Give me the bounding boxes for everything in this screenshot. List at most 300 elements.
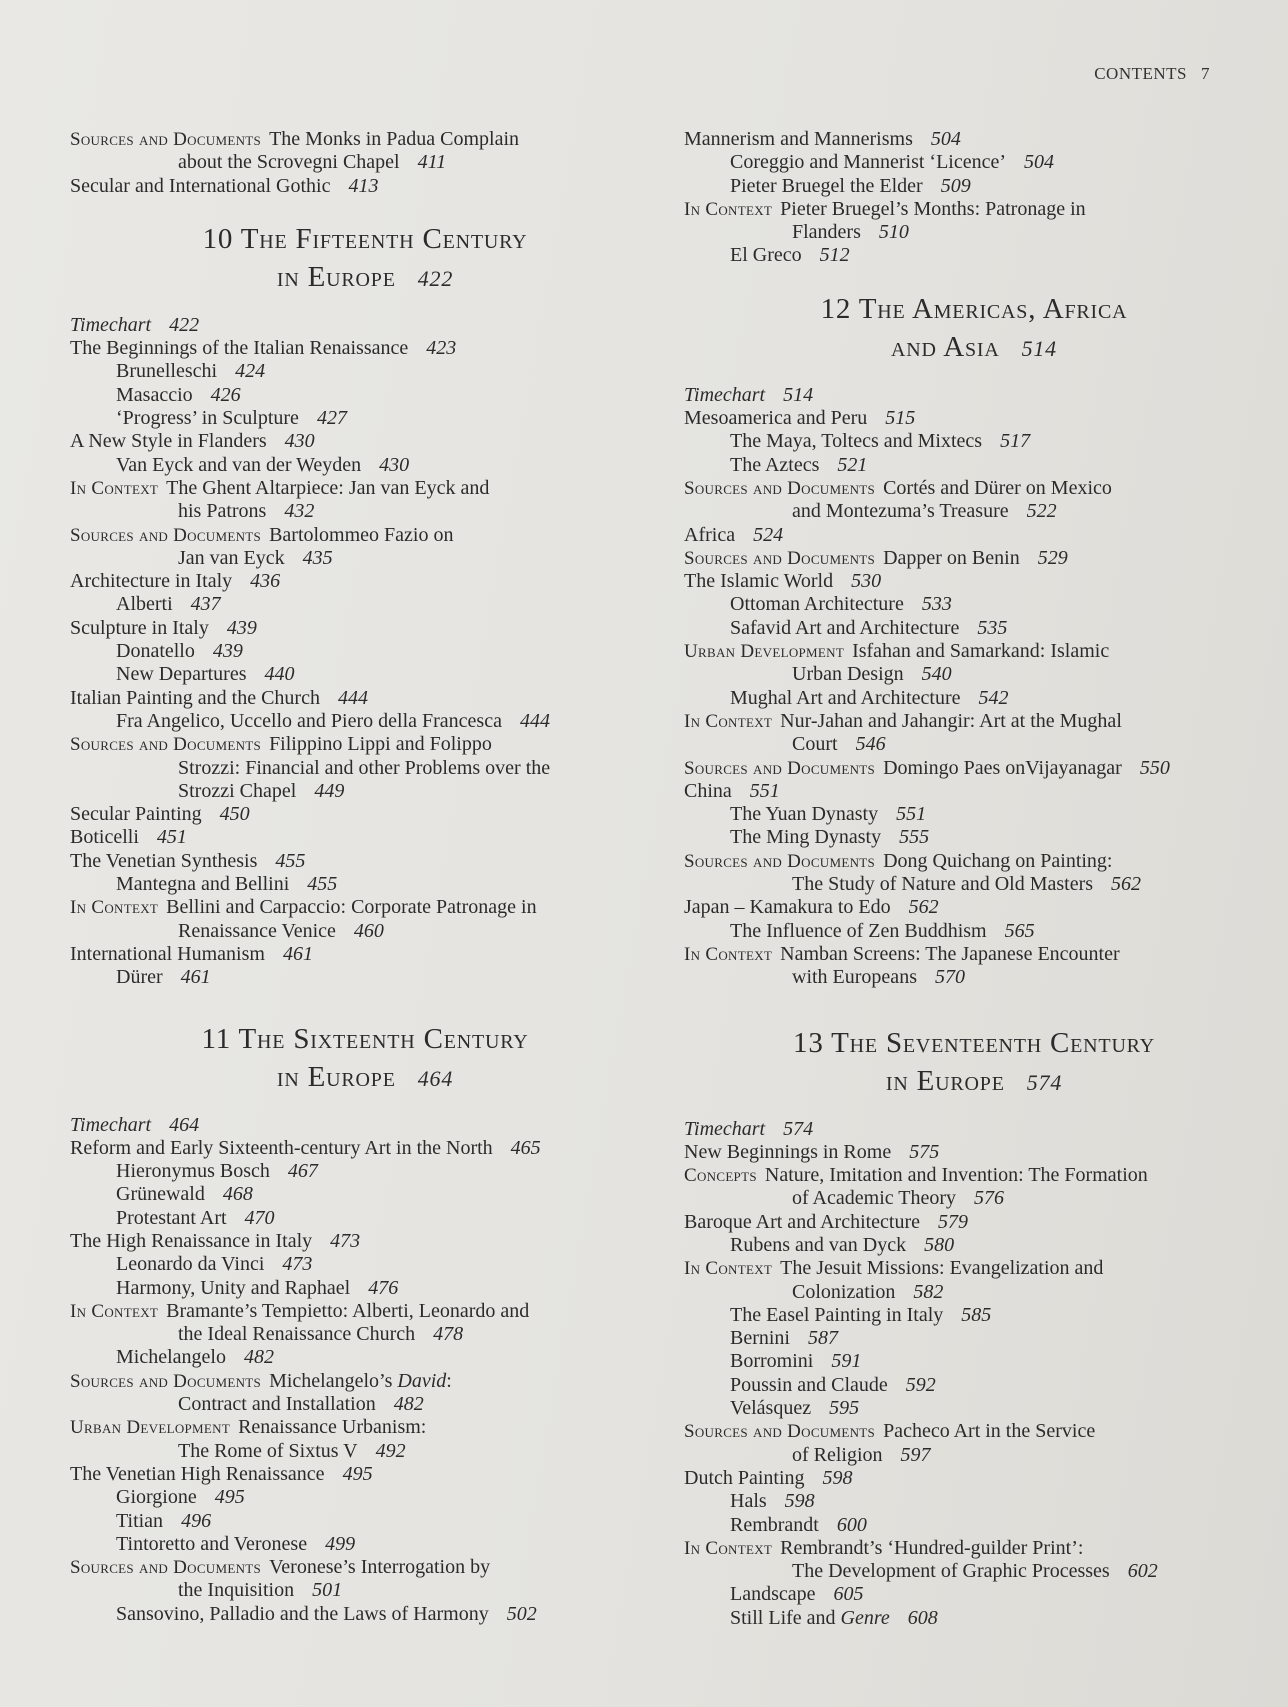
entry-title: Timechart <box>684 1117 766 1140</box>
toc-entry <box>70 128 660 175</box>
entry-category: Urban Development <box>684 641 845 663</box>
entry-title: Mesoamerica and Peru <box>684 407 868 430</box>
entry-title: Domingo Paes onVijayanagar <box>883 756 1122 779</box>
entry-title: Donatello <box>116 640 195 663</box>
entry-title-cont: The Study of Nature and Old Masters <box>792 873 1094 896</box>
entry-page: 542 <box>978 686 1009 709</box>
entry-page: 504 <box>930 128 961 150</box>
running-header <box>1094 64 1210 84</box>
entry-title: Michelangelo <box>116 1346 226 1369</box>
entry-page: 600 <box>836 1513 867 1536</box>
toc-entry <box>70 966 660 989</box>
entry-title: Bernini <box>730 1327 790 1350</box>
entry-title: Baroque Art and Architecture <box>684 1210 921 1233</box>
entry-title: Secular and International Gothic <box>70 174 331 197</box>
toc-entry <box>70 896 660 943</box>
entry-title: Dong Quichang on Painting: <box>883 849 1113 872</box>
entry-page: 478 <box>433 1323 464 1346</box>
entry-page: 439 <box>226 616 257 639</box>
toc-entry <box>684 617 1264 640</box>
entry-page: 575 <box>909 1140 940 1163</box>
entry-title: New Beginnings in Rome <box>684 1140 892 1163</box>
toc-entry <box>684 896 1264 919</box>
entry-page: 595 <box>829 1397 860 1420</box>
toc-entry <box>70 384 660 407</box>
entry-page: 551 <box>896 803 927 826</box>
entry-page: 530 <box>851 570 882 593</box>
toc-entry <box>684 1607 1264 1630</box>
toc-entry <box>70 663 660 686</box>
chapter-12-heading <box>684 290 1264 368</box>
toc-entry <box>70 943 660 966</box>
entry-page: 514 <box>783 383 814 406</box>
entry-category: In Context <box>684 198 773 220</box>
toc-entry <box>684 1118 1264 1141</box>
entry-title: Velásquez <box>730 1397 812 1420</box>
entry-title: Japan – Kamakura to Edo <box>684 896 891 919</box>
entry-title-cont: Contract and Installation <box>178 1393 376 1416</box>
toc-entry <box>684 1374 1264 1397</box>
toc-entry <box>70 360 660 383</box>
entry-title: Landscape <box>730 1583 816 1606</box>
entry-title-cont: The Development of Graphic Processes <box>792 1560 1110 1583</box>
entry-title: Dapper on Benin <box>883 546 1020 569</box>
toc-entry <box>684 477 1264 524</box>
entry-title: Dutch Painting <box>684 1466 805 1489</box>
toc-entry <box>70 1346 660 1369</box>
toc-entry <box>684 1350 1264 1373</box>
toc-entry <box>70 570 660 593</box>
entry-page: 535 <box>977 616 1008 639</box>
toc-entry <box>70 850 660 873</box>
chapter-13-heading <box>684 1024 1264 1102</box>
entry-title-cont: Urban Design <box>792 663 904 686</box>
entry-title: Renaissance Urbanism: <box>238 1416 427 1439</box>
entry-title: Rembrandt’s ‘Hundred-guilder Print’: <box>780 1536 1084 1559</box>
entry-title: Rembrandt <box>730 1513 819 1536</box>
entry-page: 529 <box>1037 546 1068 569</box>
entry-title: Michelangelo’s <box>269 1369 393 1392</box>
entry-page: 482 <box>393 1393 424 1416</box>
entry-category: In Context <box>684 710 773 732</box>
entry-title: Sansovino, Palladio and the Laws of Harmony <box>116 1602 489 1625</box>
toc-entry <box>684 175 1264 198</box>
entry-title: Rubens and van Dyck <box>730 1233 907 1256</box>
entry-title: Isfahan and Samarkand: Islamic <box>852 640 1110 663</box>
entry-title: The Jesuit Missions: Evangelization and <box>780 1257 1104 1280</box>
entry-page: 570 <box>934 966 965 989</box>
toc-entry <box>684 1164 1264 1211</box>
entry-page: 430 <box>284 430 315 453</box>
entry-category: Sources and Documents <box>684 757 876 779</box>
toc-entry <box>70 640 660 663</box>
entry-title: Pacheco Art in the Service <box>883 1420 1096 1443</box>
entry-title: Van Eyck and van der Weyden <box>116 453 362 476</box>
entry-category: Sources and Documents <box>70 734 262 756</box>
toc-entry <box>684 384 1264 407</box>
entry-title: Architecture in Italy <box>70 570 233 593</box>
toc-entry <box>70 454 660 477</box>
entry-page: 576 <box>974 1187 1005 1210</box>
entry-category: In Context <box>684 1258 773 1280</box>
entry-page: 522 <box>1026 500 1057 523</box>
entry-page: 470 <box>244 1206 275 1229</box>
entry-title: Timechart <box>70 313 152 336</box>
entry-title: Nature, Imitation and Invention: The Formation <box>764 1164 1148 1187</box>
entry-title: Hals <box>730 1490 767 1513</box>
entry-page: 427 <box>316 407 347 430</box>
left-top-entries <box>70 128 660 198</box>
page-number: 7 <box>1201 64 1210 83</box>
contents-column-right <box>684 128 1264 1630</box>
entry-title: The High Renaissance in Italy <box>70 1229 313 1252</box>
chapter-title-line1: 12 The Americas, Africa <box>820 292 1128 325</box>
entry-title: International Humanism <box>70 942 265 965</box>
entry-page: 440 <box>264 663 295 686</box>
toc-entry <box>70 733 660 803</box>
toc-entry <box>684 1141 1264 1164</box>
chapter-10-entries <box>70 314 660 990</box>
entry-page: 455 <box>275 849 306 872</box>
toc-entry <box>684 850 1264 897</box>
chapter-title-line2: in Europe <box>276 1060 396 1093</box>
entry-page: 473 <box>282 1253 313 1276</box>
entry-title-cont: his Patrons <box>178 500 267 523</box>
toc-entry <box>684 547 1264 570</box>
entry-category: Sources and Documents <box>684 547 876 569</box>
entry-title: Poussin and Claude <box>730 1373 888 1396</box>
toc-entry <box>684 687 1264 710</box>
entry-title-cont: The Rome of Sixtus V <box>178 1439 358 1462</box>
entry-title: Borromini <box>730 1350 814 1373</box>
entry-title: The Beginnings of the Italian Renaissance <box>70 337 409 360</box>
entry-page: 439 <box>212 640 243 663</box>
entry-title-cont: about the Scrovegni Chapel <box>178 151 400 174</box>
entry-title: Brunelleschi <box>116 360 218 383</box>
entry-title: Reform and Early Sixteenth-century Art in the North <box>70 1136 493 1159</box>
toc-entry <box>684 710 1264 757</box>
toc-entry <box>70 337 660 360</box>
toc-entry <box>684 826 1264 849</box>
entry-page: 515 <box>885 407 916 430</box>
entry-page: 465 <box>510 1136 541 1159</box>
toc-entry <box>684 1257 1264 1304</box>
entry-title: Grünewald <box>116 1183 205 1206</box>
entry-page: 461 <box>282 942 313 965</box>
toc-entry <box>684 1420 1264 1467</box>
entry-title: Filippino Lippi and Folippo <box>269 733 492 756</box>
entry-title: Bramante’s Tempietto: Alberti, Leonardo and <box>166 1299 530 1322</box>
entry-title: The Ming Dynasty <box>730 826 882 849</box>
toc-entry <box>684 430 1264 453</box>
entry-page: 550 <box>1139 756 1170 779</box>
running-header-title: CONTENTS <box>1094 64 1187 83</box>
entry-page: 476 <box>368 1276 399 1299</box>
entry-page: 509 <box>940 174 971 197</box>
entry-page: 468 <box>222 1183 253 1206</box>
toc-entry <box>70 1183 660 1206</box>
entry-title: Mughal Art and Architecture <box>730 686 961 709</box>
entry-page: 512 <box>819 244 850 267</box>
toc-entry <box>70 1300 660 1347</box>
toc-entry <box>684 757 1264 780</box>
entry-page: 580 <box>924 1233 955 1256</box>
entry-title-cont: Flanders <box>792 221 861 244</box>
entry-page: 562 <box>908 896 939 919</box>
entry-page: 540 <box>921 663 952 686</box>
entry-page: 602 <box>1127 1560 1158 1583</box>
entry-title-cont: Strozzi Chapel <box>178 779 297 802</box>
entry-page: 450 <box>219 803 250 826</box>
entry-page: 422 <box>169 313 200 336</box>
entry-category: Sources and Documents <box>70 524 262 546</box>
entry-page: 424 <box>235 360 266 383</box>
entry-title: Mantegna and Bellini <box>116 873 290 896</box>
entry-page: 551 <box>749 779 780 802</box>
toc-entry <box>70 1533 660 1556</box>
entry-title: A New Style in Flanders <box>70 430 267 453</box>
entry-title: Africa <box>684 523 736 546</box>
toc-entry <box>70 1510 660 1533</box>
chapter-page: 464 <box>417 1065 454 1091</box>
entry-category: In Context <box>70 477 159 499</box>
toc-entry <box>70 1603 660 1626</box>
entry-category: In Context <box>70 1300 159 1322</box>
entry-title: Italian Painting and the Church <box>70 686 320 709</box>
entry-title-cont: with Europeans <box>792 966 917 989</box>
entry-category: Concepts <box>684 1165 757 1187</box>
entry-title: Secular Painting <box>70 803 202 826</box>
entry-page: 524 <box>753 523 784 546</box>
entry-page: 533 <box>921 593 952 616</box>
entry-page: 579 <box>938 1210 969 1233</box>
toc-entry <box>70 175 660 198</box>
toc-entry <box>684 1327 1264 1350</box>
toc-entry <box>70 1160 660 1183</box>
entry-page: 562 <box>1111 873 1142 896</box>
entry-title: Tintoretto and Veronese <box>116 1532 308 1555</box>
contents-column-left <box>70 128 660 1626</box>
toc-entry <box>70 314 660 337</box>
entry-title: Protestant Art <box>116 1206 227 1229</box>
entry-page: 444 <box>337 686 368 709</box>
entry-category: In Context <box>70 897 159 919</box>
entry-title: The Yuan Dynasty <box>730 803 879 826</box>
toc-entry <box>70 407 660 430</box>
entry-page: 608 <box>907 1606 938 1629</box>
entry-page: 495 <box>342 1462 373 1485</box>
entry-title: The Islamic World <box>684 570 834 593</box>
entry-page: 582 <box>913 1280 944 1303</box>
entry-title: The Monks in Padua Complain <box>269 128 520 150</box>
entry-title: Pieter Bruegel’s Months: Patronage in <box>780 197 1086 220</box>
toc-entry <box>70 430 660 453</box>
toc-entry <box>70 1416 660 1463</box>
entry-page: 411 <box>417 151 447 174</box>
entry-title: El Greco <box>730 244 802 267</box>
toc-entry <box>684 1490 1264 1513</box>
entry-page: 587 <box>808 1327 838 1350</box>
entry-title: Fra Angelico, Uccello and Piero della Francesca <box>116 709 502 732</box>
entry-page: 591 <box>831 1350 862 1373</box>
toc-entry <box>684 1467 1264 1490</box>
entry-page: 451 <box>156 826 187 849</box>
entry-title-cont: and Montezuma’s Treasure <box>792 500 1009 523</box>
entry-page: 423 <box>426 337 457 360</box>
chapter-page: 574 <box>1026 1069 1063 1095</box>
entry-title: Timechart <box>70 1113 152 1136</box>
entry-page: 585 <box>961 1303 992 1326</box>
entry-title: Sculpture in Italy <box>70 616 209 639</box>
chapter-title-line2: in Europe <box>885 1064 1005 1097</box>
entry-title: Hieronymus Bosch <box>116 1160 270 1183</box>
toc-entry <box>684 780 1264 803</box>
entry-category: Urban Development <box>70 1417 231 1439</box>
toc-entry <box>70 1277 660 1300</box>
entry-title: The Venetian High Renaissance <box>70 1462 325 1485</box>
chapter-12-entries <box>684 384 1264 990</box>
entry-title-cont: of Religion <box>792 1443 883 1466</box>
entry-category: Sources and Documents <box>684 1421 876 1443</box>
right-top-entries <box>684 128 1264 268</box>
chapter-page: 422 <box>417 265 454 291</box>
entry-title: Leonardo da Vinci <box>116 1253 265 1276</box>
entry-page: 473 <box>330 1229 361 1252</box>
chapter-10-heading <box>70 220 660 298</box>
entry-page: 492 <box>375 1439 406 1462</box>
entry-page: 436 <box>250 570 281 593</box>
toc-entry <box>684 198 1264 245</box>
toc-entry <box>684 1397 1264 1420</box>
entry-page: 546 <box>855 733 886 756</box>
entry-title: Boticelli <box>70 826 139 849</box>
entry-title: Harmony, Unity and Raphael <box>116 1276 351 1299</box>
entry-title-italic: Genre <box>840 1606 890 1629</box>
entry-title: ‘Progress’ in Sculpture <box>116 407 299 430</box>
toc-entry <box>70 1463 660 1486</box>
toc-entry <box>70 873 660 896</box>
entry-title-cont: Court <box>792 733 838 756</box>
entry-title: Veronese’s Interrogation by <box>269 1556 491 1579</box>
chapter-title-line1: 11 The Sixteenth Century <box>201 1022 529 1055</box>
toc-entry <box>684 803 1264 826</box>
chapter-11-heading <box>70 1020 660 1098</box>
entry-title-suffix: : <box>446 1369 452 1392</box>
entry-title: Timechart <box>684 383 766 406</box>
entry-page: 460 <box>353 919 384 942</box>
entry-title: Alberti <box>116 593 173 616</box>
toc-entry <box>70 1486 660 1509</box>
entry-title: Still Life and <box>730 1606 836 1629</box>
entry-title: The Maya, Toltecs and Mixtecs <box>730 430 983 453</box>
entry-title: The Influence of Zen Buddhism <box>730 919 987 942</box>
toc-entry <box>684 454 1264 477</box>
entry-title: The Ghent Altarpiece: Jan van Eyck and <box>166 476 490 499</box>
entry-title-cont: Renaissance Venice <box>178 919 336 942</box>
entry-title-cont: Strozzi: Financial and other Problems over the <box>178 756 551 779</box>
entry-page: 495 <box>214 1486 245 1509</box>
entry-title: Dürer <box>116 966 163 989</box>
toc-entry <box>70 710 660 733</box>
entry-title-cont: Colonization <box>792 1280 896 1303</box>
chapter-title-line2: in Europe <box>276 260 396 293</box>
toc-entry <box>684 128 1264 151</box>
entry-title: Nur-Jahan and Jahangir: Art at the Mughal <box>780 709 1122 732</box>
entry-title: The Easel Painting in Italy <box>730 1303 944 1326</box>
entry-page: 598 <box>784 1490 815 1513</box>
entry-page: 432 <box>284 500 315 523</box>
entry-category: In Context <box>684 1537 773 1559</box>
entry-page: 449 <box>314 779 345 802</box>
toc-entry <box>684 1514 1264 1537</box>
toc-entry <box>684 524 1264 547</box>
entry-page: 565 <box>1004 919 1035 942</box>
entry-title: Titian <box>116 1509 164 1532</box>
entry-title: China <box>684 779 732 802</box>
entry-title: New Departures <box>116 663 247 686</box>
entry-page: 444 <box>519 709 550 732</box>
toc-entry <box>684 1583 1264 1606</box>
entry-page: 510 <box>878 221 909 244</box>
toc-entry <box>684 1234 1264 1257</box>
entry-page: 605 <box>833 1583 864 1606</box>
entry-title: Coreggio and Mannerist ‘Licence’ <box>730 151 1007 174</box>
entry-category: Sources and Documents <box>70 129 262 150</box>
entry-page: 501 <box>312 1579 343 1602</box>
entry-page: 504 <box>1024 151 1055 174</box>
toc-entry <box>70 477 660 524</box>
entry-title: Mannerism and Mannerisms <box>684 128 913 150</box>
entry-category: Sources and Documents <box>684 477 876 499</box>
toc-entry <box>70 1114 660 1137</box>
toc-entry <box>684 1304 1264 1327</box>
entry-category: Sources and Documents <box>684 850 876 872</box>
entry-page: 430 <box>379 453 410 476</box>
entry-title-cont: Jan van Eyck <box>178 546 285 569</box>
entry-page: 502 <box>506 1602 537 1625</box>
entry-title: Cortés and Dürer on Mexico <box>883 476 1112 499</box>
chapter-title-line2: and Asia <box>891 330 1000 363</box>
entry-page: 499 <box>325 1532 356 1555</box>
toc-entry <box>70 1556 660 1603</box>
entry-title-cont: the Inquisition <box>178 1579 295 1602</box>
toc-entry <box>684 407 1264 430</box>
toc-entry <box>70 1207 660 1230</box>
entry-page: 574 <box>783 1117 814 1140</box>
entry-title: The Aztecs <box>730 453 820 476</box>
toc-entry <box>684 151 1264 174</box>
chapter-11-entries <box>70 1114 660 1627</box>
entry-title: Safavid Art and Architecture <box>730 616 960 639</box>
toc-entry <box>684 640 1264 687</box>
entry-title: Ottoman Architecture <box>730 593 904 616</box>
entry-title: Bartolommeo Fazio on <box>269 523 454 546</box>
entry-page: 461 <box>180 966 211 989</box>
entry-page: 413 <box>348 174 379 197</box>
toc-entry <box>70 803 660 826</box>
toc-entry <box>70 1137 660 1160</box>
entry-title: Namban Screens: The Japanese Encounter <box>780 942 1120 965</box>
entry-page: 437 <box>190 593 221 616</box>
entry-title-cont: the Ideal Renaissance Church <box>178 1323 416 1346</box>
toc-entry <box>684 570 1264 593</box>
entry-title-italic: David <box>397 1369 447 1392</box>
entry-category: Sources and Documents <box>70 1370 262 1392</box>
entry-title: The Venetian Synthesis <box>70 849 258 872</box>
toc-entry <box>70 826 660 849</box>
chapter-title-line1: 13 The Seventeenth Century <box>793 1026 1155 1059</box>
toc-entry <box>70 617 660 640</box>
